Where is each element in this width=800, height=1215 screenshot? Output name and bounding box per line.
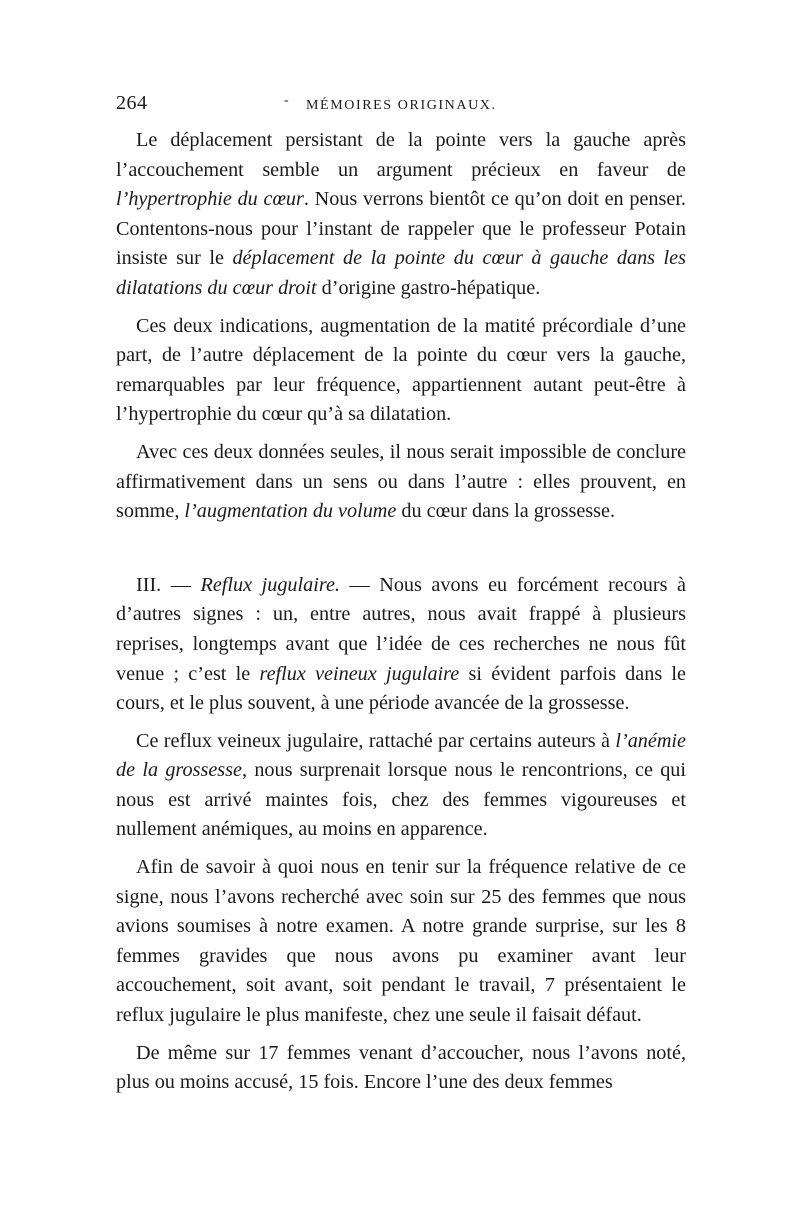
- paragraph-4: [116, 571, 686, 719]
- text-run: du cœur dans la grossesse.: [396, 500, 616, 523]
- text-run: si évident parfois dans le cours, et le plus souvent, à une période avancée de la grossesse.: [116, 662, 686, 715]
- paragraph-1: [116, 126, 686, 304]
- running-head: [116, 92, 686, 122]
- text-run: Ce reflux veineux jugulaire, rattaché par certains auteurs à: [136, 729, 616, 752]
- text-run: De même sur 17 femmes venant d’accoucher, nous l’avons noté, plus ou moins accusé, 15 fois. Encore l’une des deux femmes: [116, 1041, 686, 1094]
- paragraph-7: [116, 1039, 686, 1098]
- italic-phrase: Reflux jugulaire.: [200, 573, 340, 596]
- paragraph-2: [116, 312, 686, 430]
- text-run: . Nous verrons bientôt ce qu’on doit en penser. Contentons-nous pour l’instant de rappeler que le professeur Potain insiste sur le: [116, 188, 686, 270]
- italic-phrase: reflux veineux jugulaire: [259, 662, 460, 685]
- text-run: Afin de savoir à quoi nous en tenir sur la fréquence relative de ce signe, nous l’avons recherché avec soin sur 25 des femmes que nous avions soumises à notre examen. A notre grande surprise, sur les 8 femmes gravides que nous avons pu examiner avant leur accouchement, soit avant, soit pendant le travail, 7 présentaient le reflux jugulaire le plus manifeste, chez une seule il faisait défaut.: [116, 856, 686, 1027]
- text-run: d’origine gastro-hépatique.: [316, 276, 541, 299]
- text-run: Ces deux indications, augmentation de la matité précordiale d’une part, de l’autre déplacement de la pointe du cœur vers la gauche, remarquables par leur fréquence, appartiennent autant peut-être à l’hypertrophie du cœur qu’à sa dilatation.: [116, 314, 686, 426]
- paragraph-5: [116, 727, 686, 845]
- text-run: , nous surprenait lorsque nous le rencontrions, ce qui nous est arrivé maintes fois, chez des femmes vigoureuses et nullement anémiques, au moins en apparence.: [116, 759, 686, 841]
- page-number: 264: [116, 92, 148, 114]
- italic-phrase: l’anémie de la grossesse: [116, 729, 686, 782]
- text-run: — Nous avons eu forcément recours à d’autres signes : un, entre autres, nous avait frappé à plusieurs reprises, longtemps avant que l’idée de ces recherches ne nous fût venue ; c’est le: [116, 573, 686, 685]
- text-run: Avec ces deux données seules, il nous serait impossible de conclure affirmativement dans un sens ou dans l’autre : elles prouvent, en somme,: [116, 440, 686, 523]
- text-run: III. —: [136, 573, 201, 596]
- running-head-title: MÉMOIRES ORIGINAUX.: [306, 98, 497, 113]
- section-gap: [116, 535, 686, 571]
- running-head-dash: -: [284, 93, 289, 108]
- text-run: Le déplacement persistant de la pointe vers la gauche après l’accouchement semble un argument précieux en faveur de: [116, 129, 686, 181]
- paragraph-6: [116, 853, 686, 1031]
- body-text: [116, 126, 686, 1098]
- book-page: [116, 92, 686, 1098]
- italic-phrase: l’hypertrophie du cœur: [116, 188, 304, 211]
- italic-phrase: l’augmentation du volume: [184, 500, 397, 523]
- italic-phrase: déplacement de la pointe du cœur à gauche dans les dilatations du cœur droit: [116, 247, 686, 299]
- paragraph-3: [116, 438, 686, 527]
